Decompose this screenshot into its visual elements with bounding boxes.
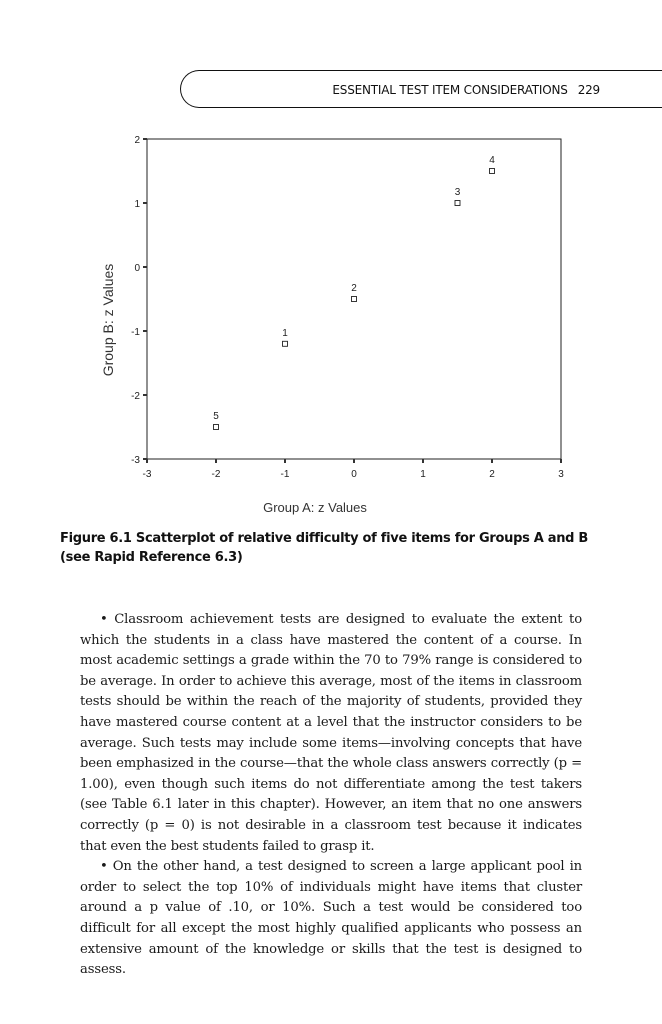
y-tick-label: 1 xyxy=(134,199,140,210)
x-tick-label: 1 xyxy=(420,469,426,480)
y-tick-label: -3 xyxy=(131,455,140,466)
y-tick-label: -1 xyxy=(131,327,140,338)
x-tick-label: -1 xyxy=(280,469,290,480)
data-points xyxy=(213,155,495,430)
x-tick-label: -3 xyxy=(142,469,152,480)
x-tick-label: 0 xyxy=(351,469,357,480)
x-axis-ticks xyxy=(143,459,565,480)
x-tick-label: 2 xyxy=(489,469,495,480)
y-tick-label: -2 xyxy=(131,391,140,402)
data-point-label: 3 xyxy=(454,187,461,198)
figure-caption xyxy=(60,529,600,567)
data-point-marker xyxy=(214,425,219,430)
figure-caption-line-1: Figure 6.1 Scatterplot of relative difficulty of five items for Groups A and B xyxy=(60,531,589,546)
figure-caption-line-2: (see Rapid Reference 6.3) xyxy=(60,550,243,565)
page-number: 229 xyxy=(577,83,600,97)
plot-frame xyxy=(147,139,561,459)
data-point-label: 4 xyxy=(489,155,495,166)
body-text xyxy=(80,610,582,981)
y-tick-label: 2 xyxy=(134,135,140,146)
x-axis-label: Group A: z Values xyxy=(263,500,367,515)
x-tick-label: -2 xyxy=(211,469,221,480)
data-point-label: 1 xyxy=(282,327,288,339)
y-axis-ticks xyxy=(131,135,147,466)
x-tick-label: 3 xyxy=(558,469,564,480)
data-point-marker xyxy=(352,297,357,302)
data-point-label: 2 xyxy=(351,283,357,294)
data-point-marker xyxy=(490,169,495,174)
running-title: ESSENTIAL TEST ITEM CONSIDERATIONS xyxy=(332,83,568,97)
paragraph: • Classroom achievement tests are designed to evaluate the extent to which the students in a class have mastered the content of a course. In most academic settings a grade within the 70 to 79% range is considered to be average. In order to achieve this average, most of the items in classroom tests should be within the reach of the majority of students, provided they have mastered course content at a level that the instructor considers to be average. Such tests may include some items—involving concepts that have been emphasized in the course—that the whole class answers correctly (p = 1.00), even though such items do not differentiate among the test takers (see Table 6.1 later in this chapter). However, an item that no one answers correctly (p = 0) is not desirable in a classroom test because it indicates that even the best students failed to grasp it. xyxy=(80,612,582,854)
data-point-marker xyxy=(283,341,288,346)
data-point-marker xyxy=(455,201,460,206)
y-tick-label: 0 xyxy=(134,263,140,274)
paragraph: • On the other hand, a test designed to screen a large applicant pool in order to select the top 10% of individuals might have items that cluster around a p value of .10, or 10%. Such a test would be considered too difficult for all except the most highly qualified applicants who possess an extensive amount of the knowledge or skills that the test is designed to assess. xyxy=(80,859,582,978)
y-axis-label: Group B: z Values xyxy=(100,263,116,377)
data-point-label: 5 xyxy=(213,411,219,422)
